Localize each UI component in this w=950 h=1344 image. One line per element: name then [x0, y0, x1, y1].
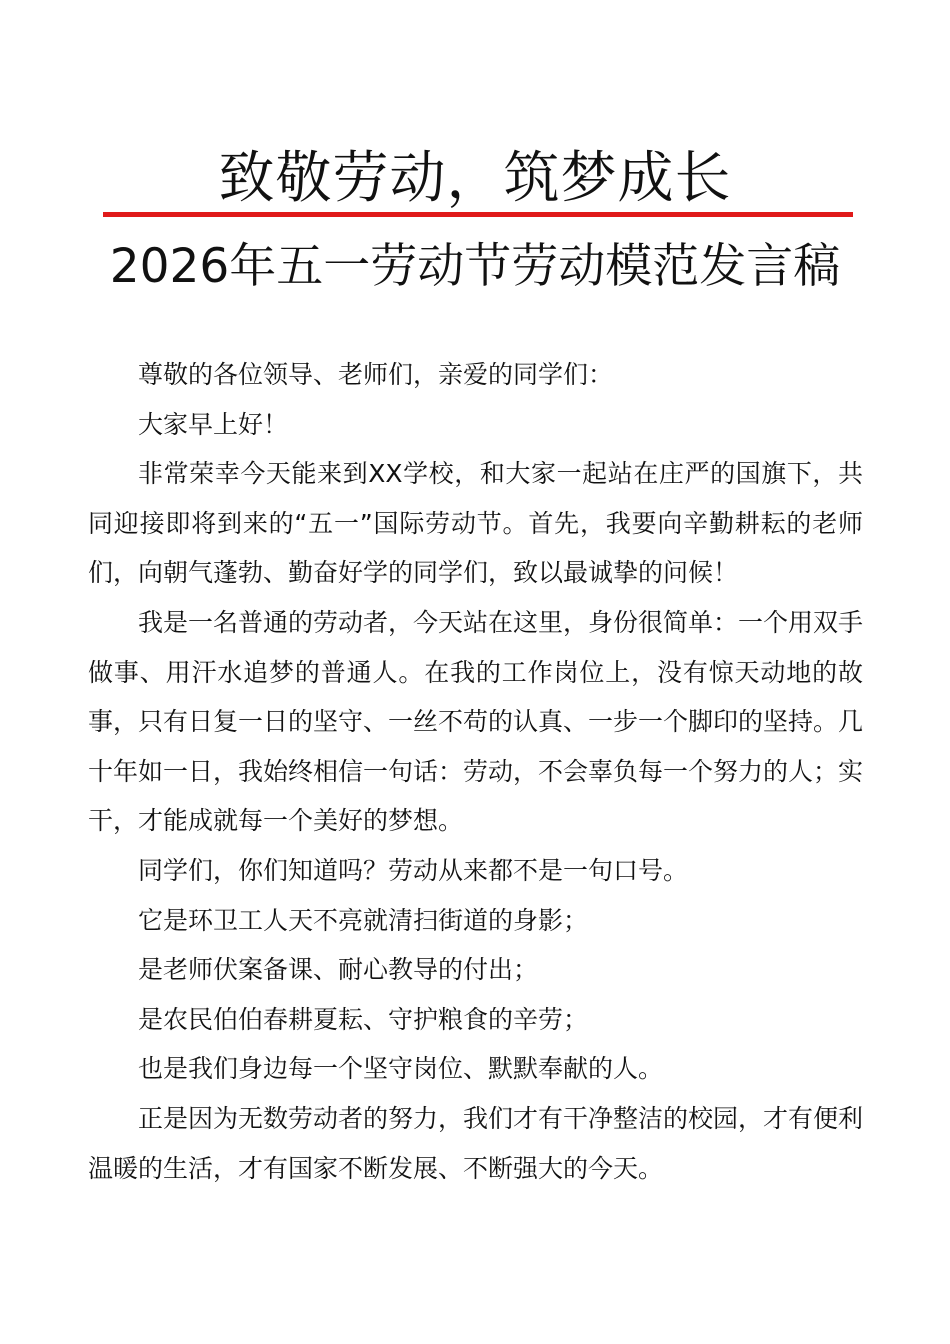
document-subtitle: 2026年五一劳动节劳动模范发言稿 [109, 239, 841, 294]
paragraph: 我是一名普通的劳动者，今天站在这里，身份很简单：一个用双手做事、用汗水追梦的普通人。在我的工作岗位上，没有惊天动地的故事，只有日复一日的坚守、一丝不苟的认真、一步一个脚印的坚持。几十年如一日，我始终相信一句话：劳动，不会辜负每一个努力的人；实干，才能成就每一个美好的梦想。 [88, 607, 864, 836]
paragraph: 非常荣幸今天能来到XX学校，和大家一起站在庄严的国旗下，共同迎接即将到来的“五一”国际劳动节。首先，我要向辛勤耕耘的老师们，向朝气蓬勃、勤奋好学的同学们，致以最诚挚的问候！ [88, 459, 863, 588]
document-title: 致敬劳动，筑梦成长 [218, 146, 732, 211]
paragraph: 也是我们身边每一个坚守岗位、默默奉献的人。 [138, 1054, 664, 1084]
paragraph: 它是环卫工人天不亮就清扫街道的身影； [138, 905, 589, 935]
paragraph: 同学们，你们知道吗？劳动从来都不是一句口号。 [138, 855, 689, 885]
paragraph: 是农民伯伯春耕夏耘、守护粮食的辛劳； [138, 1004, 589, 1034]
title-divider [103, 212, 853, 217]
paragraph-greeting: 大家早上好！ [138, 409, 289, 439]
paragraph: 是老师伏案备课、耐心教导的付出； [138, 955, 539, 985]
paragraph: 正是因为无数劳动者的努力，我们才有干净整洁的校园，才有便利温暖的生活，才有国家不断发展、不断强大的今天。 [88, 1103, 864, 1183]
document-body [88, 350, 863, 1193]
paragraph-salutation: 尊敬的各位领导、老师们，亲爱的同学们： [138, 360, 614, 389]
